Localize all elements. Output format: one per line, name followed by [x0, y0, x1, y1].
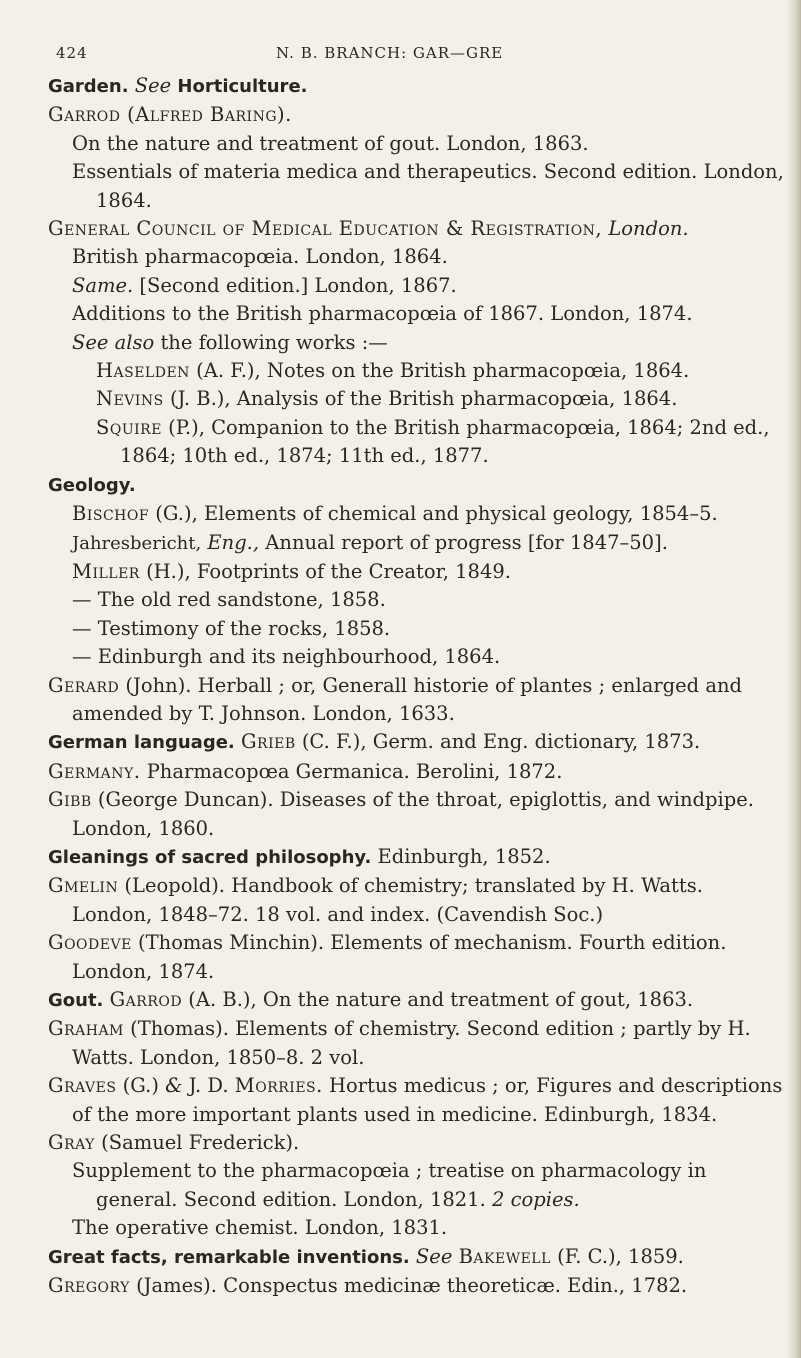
- catalogue-subentry: The operative chemist. London, 1831.: [72, 1216, 448, 1240]
- see-ref: See: [134, 74, 172, 97]
- author-name: Grieb: [240, 730, 296, 754]
- author-name: Miller: [72, 559, 140, 583]
- author-heading: Graves: [48, 1074, 117, 1098]
- entry-text: (H.), Footprints of the Creator, 1849.: [146, 559, 511, 583]
- author-name: Nevins: [96, 387, 164, 411]
- catalogue-subentry: [48, 272, 788, 300]
- entry-text: Pharmacopœa Germanica. Berolini, 1872.: [146, 759, 563, 783]
- subject-heading: Gout.: [48, 990, 104, 1011]
- catalogue-subentry: — Testimony of the rocks, 1858.: [72, 616, 391, 640]
- see-also-ref: See also: [72, 330, 155, 354]
- catalogue-entry: [48, 986, 788, 1015]
- catalogue-entry: [48, 1015, 788, 1072]
- author-heading: Gray: [48, 1131, 95, 1155]
- same-ref: Same.: [72, 273, 134, 297]
- catalogue-subentry: — Edinburgh and its neighbourhood, 1864.: [72, 645, 501, 669]
- author-heading: Germany.: [48, 759, 141, 783]
- cross-ref-heading: Horticulture.: [177, 76, 308, 97]
- author-heading: Goodeve: [48, 931, 132, 955]
- catalogue-subentry: Additions to the British pharmacopœia of 1867. London, 1874.: [72, 302, 693, 326]
- entry-text: (Thomas Minchin). Elements of mechanism. Fourth edition. London, 1874.: [72, 931, 727, 983]
- author-heading: Gibb: [48, 788, 92, 812]
- catalogue-subentry: — The old red sandstone, 1858.: [72, 588, 386, 612]
- running-header: [56, 44, 746, 68]
- catalogue-subentry: [48, 329, 788, 357]
- entry-text: (Leopold). Handbook of chemistry; translated by H. Watts. London, 1848–72. 18 vol. and index. (Cavendish Soc.): [72, 874, 703, 926]
- catalogue-entry: [48, 471, 788, 500]
- author-heading: Gregory: [48, 1274, 130, 1298]
- catalogue-entry: [48, 929, 788, 986]
- author-name: Morries.: [234, 1074, 323, 1098]
- author-heading: Gerard: [48, 673, 120, 697]
- title-heading: Gleanings of sacred philosophy.: [48, 846, 372, 868]
- author-name: Garrod: [109, 988, 183, 1011]
- catalogue-entry: [48, 215, 788, 243]
- catalogue-entry: [48, 758, 788, 786]
- catalogue-entry: [48, 1243, 788, 1272]
- title-heading: Great facts, remarkable inventions.: [48, 1246, 410, 1268]
- subject-heading: German language.: [48, 732, 235, 754]
- entry-text: (John). Herball ; or, Generall historie of plantes ; enlarged and amended by T. Johnson. London, 1633.: [72, 673, 743, 725]
- language: Eng.,: [207, 530, 260, 554]
- entry-text: [Second edition.] London, 1867.: [139, 273, 457, 297]
- author-heading: Graham: [48, 1017, 124, 1041]
- entry-text: (P.), Companion to the British pharmacopœia, 1864; 2nd ed., 1864; 10th ed., 1874; 11th ed., 1877.: [120, 415, 770, 468]
- catalogue-subentry: [48, 529, 788, 558]
- catalogue-entry: [48, 843, 788, 872]
- catalogue-subentry: British pharmacopœia. London, 1864.: [72, 245, 448, 269]
- catalogue-entry: [48, 72, 788, 101]
- catalogue-entry: [48, 1129, 788, 1157]
- catalogue-subentry: [48, 1157, 788, 1214]
- place: London.: [608, 217, 689, 241]
- page-edge-shadow: [787, 0, 801, 1358]
- catalogue-entry: [48, 1072, 788, 1129]
- entry-text: (A. F.), Notes on the British pharmacopœia, 1864.: [196, 359, 690, 383]
- subject-heading: Garden.: [48, 76, 129, 97]
- entry-text: (J. B.), Analysis of the British pharmacopœia, 1864.: [169, 387, 678, 411]
- subject-heading: Geology.: [48, 474, 136, 496]
- entry-text: Hortus medicus ; or, Figures and descriptions of the more important plants used in medicine. Edinburgh, 1834.: [72, 1074, 783, 1126]
- catalogue-subentry: [48, 357, 788, 385]
- catalogue-subentry: [48, 414, 788, 471]
- author-heading: Garrod (Alfred Baring).: [48, 103, 292, 127]
- author-heading: General Council of Medical Education & Registration,: [48, 217, 603, 241]
- ampersand: &: [165, 1074, 183, 1098]
- author-heading: Gmelin: [48, 874, 119, 898]
- page-number: 424: [56, 44, 88, 62]
- entry-text: (George Duncan). Diseases of the throat, epiglottis, and windpipe. London, 1860.: [72, 788, 754, 840]
- catalogue-body: [48, 72, 788, 1300]
- entry-text: (Samuel Frederick).: [101, 1131, 300, 1155]
- copies-note: 2 copies.: [491, 1187, 580, 1211]
- entry-text: the following works :—: [160, 330, 388, 354]
- author-name: Bischof: [72, 502, 150, 526]
- catalogue-entry: [48, 786, 788, 843]
- entry-text: (C. F.), Germ. and Eng. dictionary, 1873.: [301, 730, 701, 754]
- catalogue-subentry: [48, 500, 788, 528]
- entry-text: (A. B.), On the nature and treatment of gout, 1863.: [188, 988, 694, 1011]
- entry-text: J. D.: [188, 1074, 229, 1098]
- entry-text: Supplement to the pharmacopœia ; treatise on pharmacology in general. Second edition. London, 1821.: [72, 1159, 707, 1211]
- author-name: Haselden: [96, 359, 190, 383]
- catalogue-subentry: [48, 385, 788, 413]
- entry-text: (G.): [122, 1074, 159, 1098]
- catalogue-entry: [48, 1272, 788, 1300]
- catalogue-entry: [48, 101, 788, 129]
- entry-text: (James). Conspectus medicinæ theoreticæ. Edin., 1782.: [136, 1274, 688, 1298]
- see-ref: See: [415, 1244, 453, 1268]
- catalogue-entry: [48, 728, 788, 757]
- author-name: Bakewell: [458, 1244, 551, 1268]
- title-heading: Jahresbericht,: [72, 532, 202, 554]
- entry-text: (Thomas). Elements of chemistry. Second edition ; partly by H. Watts. London, 1850–8. 2 vol.: [72, 1017, 751, 1069]
- catalogue-subentry: On the nature and treatment of gout. London, 1863.: [72, 131, 589, 155]
- entry-text: (F. C.), 1859.: [557, 1244, 684, 1268]
- entry-text: Edinburgh, 1852.: [377, 844, 551, 868]
- catalogue-subentry: Essentials of materia medica and therapeutics. Second edition. London, 1864.: [72, 160, 784, 212]
- entry-text: Annual report of progress [for 1847–50].: [265, 530, 668, 554]
- author-name: Squire: [96, 415, 162, 439]
- running-title: N. B. BRANCH: GAR—GRE: [276, 44, 504, 62]
- catalogue-subentry: [48, 558, 788, 586]
- catalogue-entry: [48, 672, 788, 729]
- entry-text: (G.), Elements of chemical and physical geology, 1854–5.: [155, 502, 718, 526]
- catalogue-entry: [48, 872, 788, 929]
